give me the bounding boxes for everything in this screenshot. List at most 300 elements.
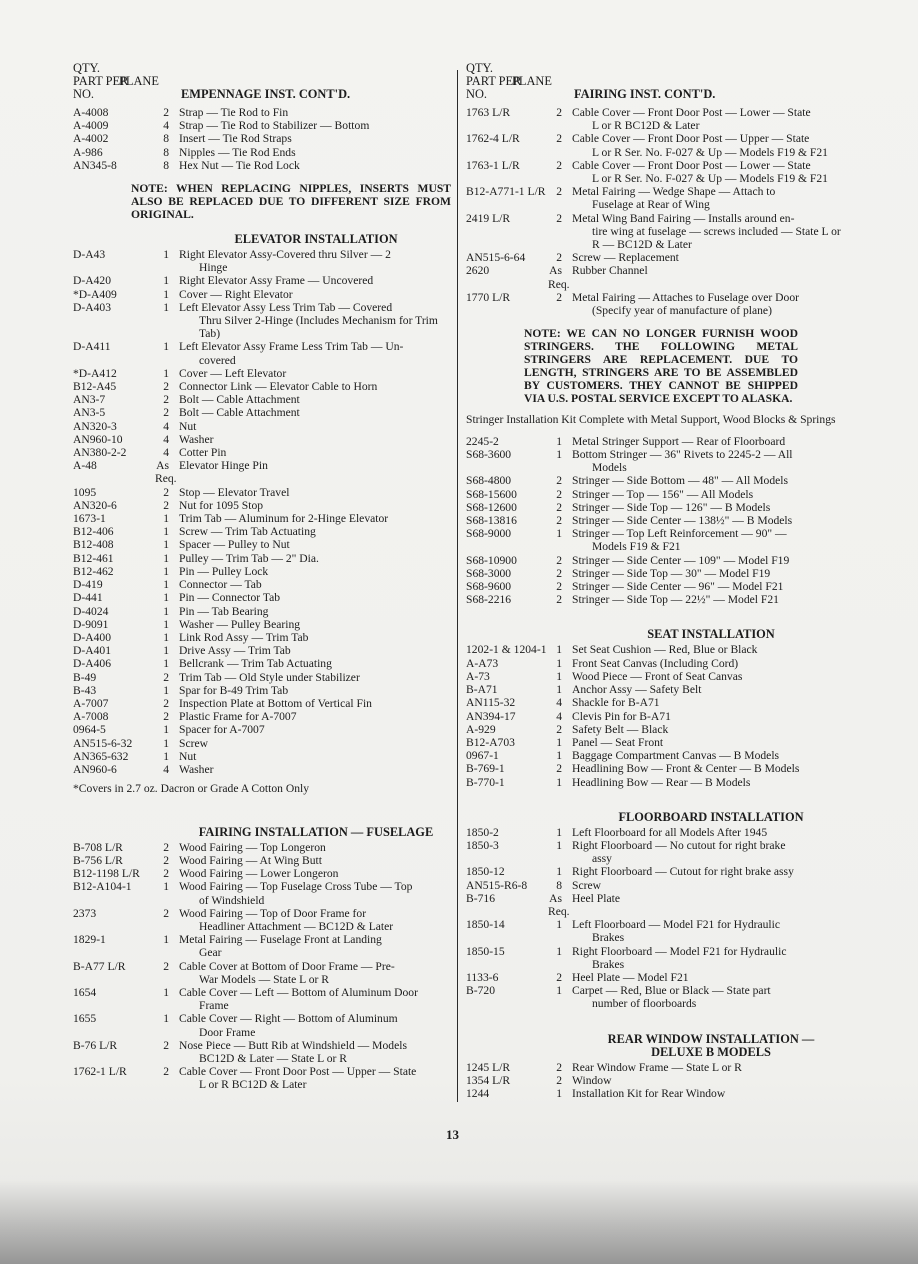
quantity: 2 bbox=[556, 487, 562, 501]
part-number: *D-A409 bbox=[73, 287, 117, 301]
part-number: B12-461 bbox=[73, 551, 114, 565]
part-description bbox=[179, 710, 451, 723]
part-number: A-48 bbox=[73, 459, 97, 473]
description-text: Stringer — Side Center — 109" — Model F19 bbox=[572, 553, 790, 567]
description-continuation: Brakes bbox=[592, 957, 625, 971]
part-number: B-720 bbox=[466, 984, 495, 998]
part-number: A-4002 bbox=[73, 132, 109, 146]
part-description bbox=[572, 826, 848, 839]
stringers-note: NOTE: WE CAN NO LONGER FURNISH WOOD STRINGERS. THE FOLLOWING METAL STRINGERS ARE REPLACEMENT. DUE TO LENGTH, STRINGERS ARE TO BE ASSEMBLED BY CUSTOMERS. THEY CANNOT BE SHIPPED VIA U.S. POSTAL SERVICE EXCEPT TO ALASKA. bbox=[524, 327, 798, 406]
part-row bbox=[466, 1061, 848, 1074]
part-number: S68-3600 bbox=[466, 448, 512, 462]
part-description bbox=[572, 723, 848, 736]
description-text: Front Seat Canvas (Including Cord) bbox=[572, 656, 739, 670]
part-row bbox=[466, 865, 848, 878]
part-description bbox=[179, 1039, 451, 1065]
part-row bbox=[73, 854, 451, 867]
part-description bbox=[179, 525, 451, 538]
description-text: Panel — Seat Front bbox=[572, 735, 664, 749]
description-text: Cable Cover at Bottom of Door Frame — Pre- bbox=[179, 959, 395, 973]
quantity: As Req. bbox=[548, 891, 570, 918]
quantity: 1 bbox=[163, 723, 169, 737]
description-text: Bottom Stringer — 36" Rivets to 2245-2 — All bbox=[572, 448, 793, 462]
part-row bbox=[73, 750, 451, 763]
description-text: Shackle for B-A71 bbox=[572, 696, 660, 710]
part-description bbox=[572, 527, 848, 553]
part-description bbox=[572, 1074, 848, 1087]
part-row bbox=[73, 763, 451, 776]
quantity: 1 bbox=[556, 984, 562, 998]
part-number: 1655 bbox=[73, 1012, 97, 1026]
fuselage-list bbox=[73, 841, 451, 1092]
quantity: 1 bbox=[556, 643, 562, 657]
part-row bbox=[73, 723, 451, 736]
part-description bbox=[179, 763, 451, 776]
part-description bbox=[572, 776, 848, 789]
part-number: D-A406 bbox=[73, 657, 111, 671]
part-number: B-A71 bbox=[466, 683, 498, 697]
description-text: Pin — Connector Tab bbox=[179, 591, 281, 605]
quantity: 2 bbox=[556, 211, 562, 225]
stringer-kit-intro: Stringer Installation Kit Complete with Metal Support, Wood Blocks & Springs bbox=[466, 413, 836, 427]
part-description bbox=[179, 552, 451, 565]
part-row bbox=[73, 841, 451, 854]
part-number: 1850-3 bbox=[466, 838, 499, 852]
quantity: 2 bbox=[163, 959, 169, 973]
description-text: Cover — Left Elevator bbox=[179, 366, 287, 380]
part-number: 2620 bbox=[466, 264, 490, 278]
quantity: 1 bbox=[163, 933, 169, 947]
part-row bbox=[466, 567, 848, 580]
description-continuation: L or R BC12D & Later bbox=[592, 119, 700, 133]
rear-window-title-line2: DELUXE B MODELS bbox=[651, 1044, 771, 1059]
quantity: 1 bbox=[556, 656, 562, 670]
quantity: 2 bbox=[556, 1060, 562, 1074]
covers-footnote: *Covers in 2.7 oz. Dacron or Grade A Cotton Only bbox=[73, 782, 310, 796]
description-text: Cable Cover — Front Door Post — Upper — State bbox=[179, 1065, 417, 1079]
fairing-list bbox=[466, 106, 848, 317]
part-description bbox=[179, 657, 451, 670]
part-row bbox=[466, 527, 848, 553]
part-number: 1654 bbox=[73, 985, 97, 999]
part-row bbox=[466, 514, 848, 527]
quantity: 1 bbox=[163, 538, 169, 552]
part-number: 1762-4 L/R bbox=[466, 132, 520, 146]
part-number: B12-A771-1 L/R bbox=[466, 185, 546, 199]
part-description bbox=[572, 554, 848, 567]
quantity: 1 bbox=[556, 825, 562, 839]
description-continuation: Hinge bbox=[199, 261, 228, 275]
description-continuation: Models F19 & F21 bbox=[592, 540, 681, 554]
description-text: Wood Fairing — Top of Door Frame for bbox=[179, 906, 367, 920]
description-text: Window bbox=[572, 1073, 612, 1087]
part-number: B-756 L/R bbox=[73, 853, 123, 867]
part-number: B-43 bbox=[73, 683, 97, 697]
part-row bbox=[73, 367, 451, 380]
part-description bbox=[572, 984, 848, 1010]
part-description bbox=[572, 696, 848, 709]
quantity: 4 bbox=[163, 119, 169, 133]
description-text: Wood Piece — Front of Seat Canvas bbox=[572, 669, 743, 683]
description-continuation: L or R Ser. No. F-027 & Up — Models F19 & F21 bbox=[592, 172, 828, 186]
part-row bbox=[73, 248, 451, 274]
description-text: Connector Link — Elevator Cable to Horn bbox=[179, 380, 378, 394]
part-number: D-A400 bbox=[73, 630, 111, 644]
description-text: Heel Plate — Model F21 bbox=[572, 970, 689, 984]
description-text: Strap — Tie Rod to Fin bbox=[179, 106, 289, 119]
part-row bbox=[73, 565, 451, 578]
part-description bbox=[572, 945, 848, 971]
part-description bbox=[179, 631, 451, 644]
part-row bbox=[73, 933, 451, 959]
part-number: AN115-32 bbox=[466, 696, 516, 710]
quantity: As Req. bbox=[548, 264, 570, 291]
part-number: 1244 bbox=[466, 1086, 490, 1100]
part-description bbox=[572, 185, 848, 211]
part-row bbox=[73, 618, 451, 631]
description-text: Bolt — Cable Attachment bbox=[179, 406, 300, 420]
description-text: Trim Tab — Old Style under Stabilizer bbox=[179, 670, 360, 684]
quantity: 4 bbox=[163, 446, 169, 460]
description-text: Nipples — Tie Rod Ends bbox=[179, 145, 296, 159]
part-number: B12-A703 bbox=[466, 735, 515, 749]
quantity: 8 bbox=[163, 132, 169, 146]
part-number: AN515-6-64 bbox=[466, 251, 526, 265]
part-description bbox=[179, 737, 451, 750]
quantity: 1 bbox=[556, 1086, 562, 1100]
part-row bbox=[466, 185, 848, 211]
description-text: Elevator Hinge Pin bbox=[179, 459, 268, 473]
quantity: 2 bbox=[163, 380, 169, 394]
part-description bbox=[179, 380, 451, 393]
description-text: Right Floorboard — No cutout for right brake bbox=[572, 838, 786, 852]
part-number: S68-2216 bbox=[466, 593, 512, 607]
quantity: 2 bbox=[556, 722, 562, 736]
header-qty: PLANE bbox=[119, 74, 159, 88]
part-description bbox=[179, 750, 451, 763]
description-text: Inspection Plate at Bottom of Vertical Fin bbox=[179, 696, 372, 710]
part-description bbox=[572, 683, 848, 696]
description-text: Installation Kit for Rear Window bbox=[572, 1086, 726, 1100]
part-description bbox=[179, 1012, 451, 1038]
quantity: 1 bbox=[163, 274, 169, 288]
part-number: D-A411 bbox=[73, 340, 111, 354]
description-continuation: Models bbox=[592, 461, 627, 475]
description-continuation: Brakes bbox=[592, 931, 625, 945]
part-number: B-A77 L/R bbox=[73, 959, 126, 973]
part-description bbox=[179, 986, 451, 1012]
part-row bbox=[466, 251, 848, 264]
header-section-title: FAIRING INST. CONT'D. bbox=[574, 87, 716, 101]
part-number: D-A401 bbox=[73, 644, 111, 658]
description-text: Right Floorboard — Model F21 for Hydraulic bbox=[572, 944, 787, 958]
part-row bbox=[73, 737, 451, 750]
part-description bbox=[572, 212, 848, 252]
description-text: Stringer — Side Top — 22½" — Model F21 bbox=[572, 593, 779, 607]
header-section-title: EMPENNAGE INST. CONT'D. bbox=[181, 87, 351, 101]
part-number: D-4024 bbox=[73, 604, 109, 618]
quantity: 1 bbox=[556, 448, 562, 462]
part-number: B-716 bbox=[466, 891, 495, 905]
part-number: 1245 L/R bbox=[466, 1060, 511, 1074]
right-column bbox=[466, 62, 848, 1100]
part-description bbox=[179, 565, 451, 578]
quantity: 1 bbox=[163, 525, 169, 539]
part-row bbox=[73, 274, 451, 287]
description-text: Pin — Tab Bearing bbox=[179, 604, 269, 618]
description-text: Metal Fairing — Wedge Shape — Attach to bbox=[572, 185, 776, 199]
quantity: 4 bbox=[556, 709, 562, 723]
part-number: A-7008 bbox=[73, 710, 109, 724]
quantity: 2 bbox=[556, 500, 562, 514]
part-number: D-441 bbox=[73, 591, 103, 605]
part-row bbox=[466, 710, 848, 723]
description-text: Stringer — Top Left Reinforcement — 90" — bbox=[572, 527, 787, 541]
description-text: Stringer — Side Top — 126" — B Models bbox=[572, 500, 771, 514]
floorboard-section-title: FLOORBOARD INSTALLATION bbox=[618, 809, 804, 824]
rear-window-list bbox=[466, 1061, 848, 1101]
description-text: Metal Wing Band Fairing — Installs around en- bbox=[572, 211, 795, 225]
quantity: 2 bbox=[163, 696, 169, 710]
part-description bbox=[572, 132, 848, 158]
description-text: Rubber Channel bbox=[572, 264, 648, 278]
quantity: 2 bbox=[163, 906, 169, 920]
part-description bbox=[572, 892, 848, 905]
part-description bbox=[179, 248, 451, 274]
description-text: Link Rod Assy — Trim Tab bbox=[179, 630, 309, 644]
part-row bbox=[73, 433, 451, 446]
description-text: Set Seat Cushion — Red, Blue or Black bbox=[572, 643, 758, 657]
part-number: 1850-15 bbox=[466, 944, 505, 958]
quantity: 2 bbox=[163, 853, 169, 867]
part-description bbox=[179, 301, 451, 341]
description-text: Spar for B-49 Trim Tab bbox=[179, 683, 289, 697]
quantity: 2 bbox=[556, 185, 562, 199]
part-description bbox=[179, 671, 451, 684]
part-row bbox=[466, 776, 848, 789]
part-number: D-419 bbox=[73, 578, 103, 592]
part-description bbox=[179, 1065, 451, 1091]
part-description bbox=[572, 710, 848, 723]
part-number: S68-4800 bbox=[466, 474, 512, 488]
part-row bbox=[73, 106, 451, 119]
page-number: 13 bbox=[446, 1127, 459, 1142]
part-number: AN345-8 bbox=[73, 158, 117, 172]
part-row bbox=[466, 474, 848, 487]
quantity: 1 bbox=[556, 527, 562, 541]
description-text: Connector — Tab bbox=[179, 578, 262, 592]
description-text: Wood Fairing — At Wing Butt bbox=[179, 853, 322, 867]
part-row bbox=[466, 918, 848, 944]
description-text: Right Elevator Assy-Covered thru Silver — 2 bbox=[179, 248, 391, 262]
part-description bbox=[179, 340, 451, 366]
quantity: 2 bbox=[163, 106, 169, 119]
part-number: B-770-1 bbox=[466, 775, 505, 789]
part-description bbox=[179, 933, 451, 959]
quantity: 8 bbox=[556, 878, 562, 892]
part-description bbox=[179, 433, 451, 446]
part-number: S68-3000 bbox=[466, 566, 512, 580]
part-description bbox=[572, 488, 848, 501]
part-description bbox=[572, 593, 848, 606]
quantity: 1 bbox=[163, 366, 169, 380]
part-description bbox=[179, 393, 451, 406]
part-row bbox=[73, 671, 451, 684]
part-row bbox=[73, 644, 451, 657]
part-row bbox=[466, 435, 848, 448]
left-column bbox=[73, 62, 451, 1092]
quantity: 2 bbox=[556, 553, 562, 567]
part-description bbox=[179, 132, 451, 145]
description-continuation: Gear bbox=[199, 946, 222, 960]
part-description bbox=[572, 762, 848, 775]
description-text: Cotter Pin bbox=[179, 446, 227, 460]
part-row bbox=[73, 132, 451, 145]
part-description bbox=[179, 119, 451, 132]
part-number: S68-12600 bbox=[466, 500, 517, 514]
part-description bbox=[179, 907, 451, 933]
quantity: 8 bbox=[163, 145, 169, 159]
part-description bbox=[179, 274, 451, 287]
part-number: *D-A412 bbox=[73, 366, 117, 380]
part-row bbox=[466, 657, 848, 670]
part-number: 1354 L/R bbox=[466, 1073, 511, 1087]
quantity: 2 bbox=[556, 1073, 562, 1087]
quantity: 1 bbox=[163, 551, 169, 565]
part-number: S68-10900 bbox=[466, 553, 517, 567]
part-row bbox=[466, 159, 848, 185]
description-text: Washer bbox=[179, 432, 214, 446]
description-continuation: (Specify year of manufacture of plane) bbox=[592, 304, 772, 318]
part-number: AN380-2-2 bbox=[73, 446, 127, 460]
quantity: 1 bbox=[163, 287, 169, 301]
description-text: Clevis Pin for B-A71 bbox=[572, 709, 671, 723]
description-text: Nut bbox=[179, 419, 197, 433]
part-description bbox=[572, 567, 848, 580]
part-row bbox=[73, 340, 451, 366]
part-row bbox=[73, 288, 451, 301]
header-qty: PLANE bbox=[512, 74, 552, 88]
part-row bbox=[466, 696, 848, 709]
description-text: Nut for 1095 Stop bbox=[179, 498, 264, 512]
description-text: Carpet — Red, Blue or Black — State part bbox=[572, 984, 771, 998]
quantity: 1 bbox=[163, 657, 169, 671]
quantity: 2 bbox=[163, 867, 169, 881]
quantity: 1 bbox=[556, 918, 562, 932]
part-row bbox=[73, 684, 451, 697]
quantity: 2 bbox=[556, 474, 562, 488]
description-continuation: Thru Silver 2-Hinge (Includes Mechanism for Trim Tab) bbox=[199, 314, 438, 341]
description-text: Stringer — Side Bottom — 48" — All Models bbox=[572, 474, 789, 488]
quantity: 2 bbox=[163, 710, 169, 724]
part-row bbox=[73, 301, 451, 341]
part-number: 2245-2 bbox=[466, 434, 499, 448]
description-continuation: of Windshield bbox=[199, 893, 265, 907]
quantity: 2 bbox=[163, 1038, 169, 1052]
part-description bbox=[179, 106, 451, 119]
part-number: D-A43 bbox=[73, 248, 106, 262]
part-number: 1133-6 bbox=[466, 970, 499, 984]
description-text: Wood Fairing — Top Longeron bbox=[179, 840, 326, 854]
part-row bbox=[466, 580, 848, 593]
part-row bbox=[466, 264, 848, 290]
description-text: Nose Piece — Butt Rib at Windshield — Models bbox=[179, 1038, 407, 1052]
part-row bbox=[466, 723, 848, 736]
part-row bbox=[466, 132, 848, 158]
part-description bbox=[572, 106, 848, 132]
description-text: Rear Window Frame — State L or R bbox=[572, 1060, 742, 1074]
part-number: 0964-5 bbox=[73, 723, 106, 737]
seat-list bbox=[466, 643, 848, 788]
part-number: AN320-3 bbox=[73, 419, 117, 433]
description-text: Safety Belt — Black bbox=[572, 722, 669, 736]
part-description bbox=[572, 643, 848, 656]
description-text: Trim Tab — Aluminum for 2-Hinge Elevator bbox=[179, 512, 389, 526]
description-text: Washer — Pulley Bearing bbox=[179, 617, 301, 631]
part-row bbox=[466, 945, 848, 971]
quantity: 4 bbox=[163, 762, 169, 776]
quantity: 2 bbox=[556, 158, 562, 172]
part-description bbox=[179, 499, 451, 512]
part-number: 2419 L/R bbox=[466, 211, 511, 225]
right-header bbox=[466, 62, 848, 101]
part-description bbox=[179, 486, 451, 499]
part-description bbox=[572, 971, 848, 984]
part-number: A-4009 bbox=[73, 119, 109, 133]
part-row bbox=[466, 736, 848, 749]
quantity: 2 bbox=[556, 762, 562, 776]
part-description bbox=[179, 146, 451, 159]
part-number: S68-9600 bbox=[466, 580, 512, 594]
part-row bbox=[73, 907, 451, 933]
description-text: Baggage Compartment Canvas — B Models bbox=[572, 749, 780, 763]
part-description bbox=[572, 736, 848, 749]
part-row bbox=[73, 420, 451, 433]
part-number: D-A420 bbox=[73, 274, 111, 288]
part-description bbox=[179, 841, 451, 854]
part-description bbox=[179, 578, 451, 591]
quantity: 1 bbox=[556, 865, 562, 879]
description-continuation: number of floorboards bbox=[592, 997, 697, 1011]
part-row bbox=[73, 657, 451, 670]
part-row bbox=[466, 1087, 848, 1100]
part-number: AN394-17 bbox=[466, 709, 516, 723]
part-description bbox=[179, 684, 451, 697]
part-description bbox=[572, 580, 848, 593]
description-text: Spacer for A-7007 bbox=[179, 723, 265, 737]
quantity: 1 bbox=[163, 604, 169, 618]
part-description bbox=[179, 854, 451, 867]
description-continuation: Door Frame bbox=[199, 1025, 256, 1039]
part-number: B-708 L/R bbox=[73, 840, 123, 854]
part-row bbox=[466, 826, 848, 839]
description-text: Stop — Elevator Travel bbox=[179, 485, 290, 499]
quantity: 1 bbox=[163, 683, 169, 697]
part-row bbox=[466, 762, 848, 775]
part-description bbox=[179, 960, 451, 986]
part-number: 1763 L/R bbox=[466, 106, 511, 119]
description-text: Stringer — Side Top — 30" — Model F19 bbox=[572, 566, 771, 580]
part-description bbox=[572, 264, 848, 277]
description-continuation: covered bbox=[199, 353, 236, 367]
part-number: B-769-1 bbox=[466, 762, 505, 776]
description-text: Hex Nut — Tie Rod Lock bbox=[179, 158, 300, 172]
description-continuation: L or R Ser. No. F-027 & Up — Models F19 & F21 bbox=[592, 145, 828, 159]
quantity: 1 bbox=[163, 617, 169, 631]
part-row bbox=[466, 984, 848, 1010]
part-number: 1202-1 & 1204-1 bbox=[466, 643, 547, 657]
quantity: 2 bbox=[163, 498, 169, 512]
